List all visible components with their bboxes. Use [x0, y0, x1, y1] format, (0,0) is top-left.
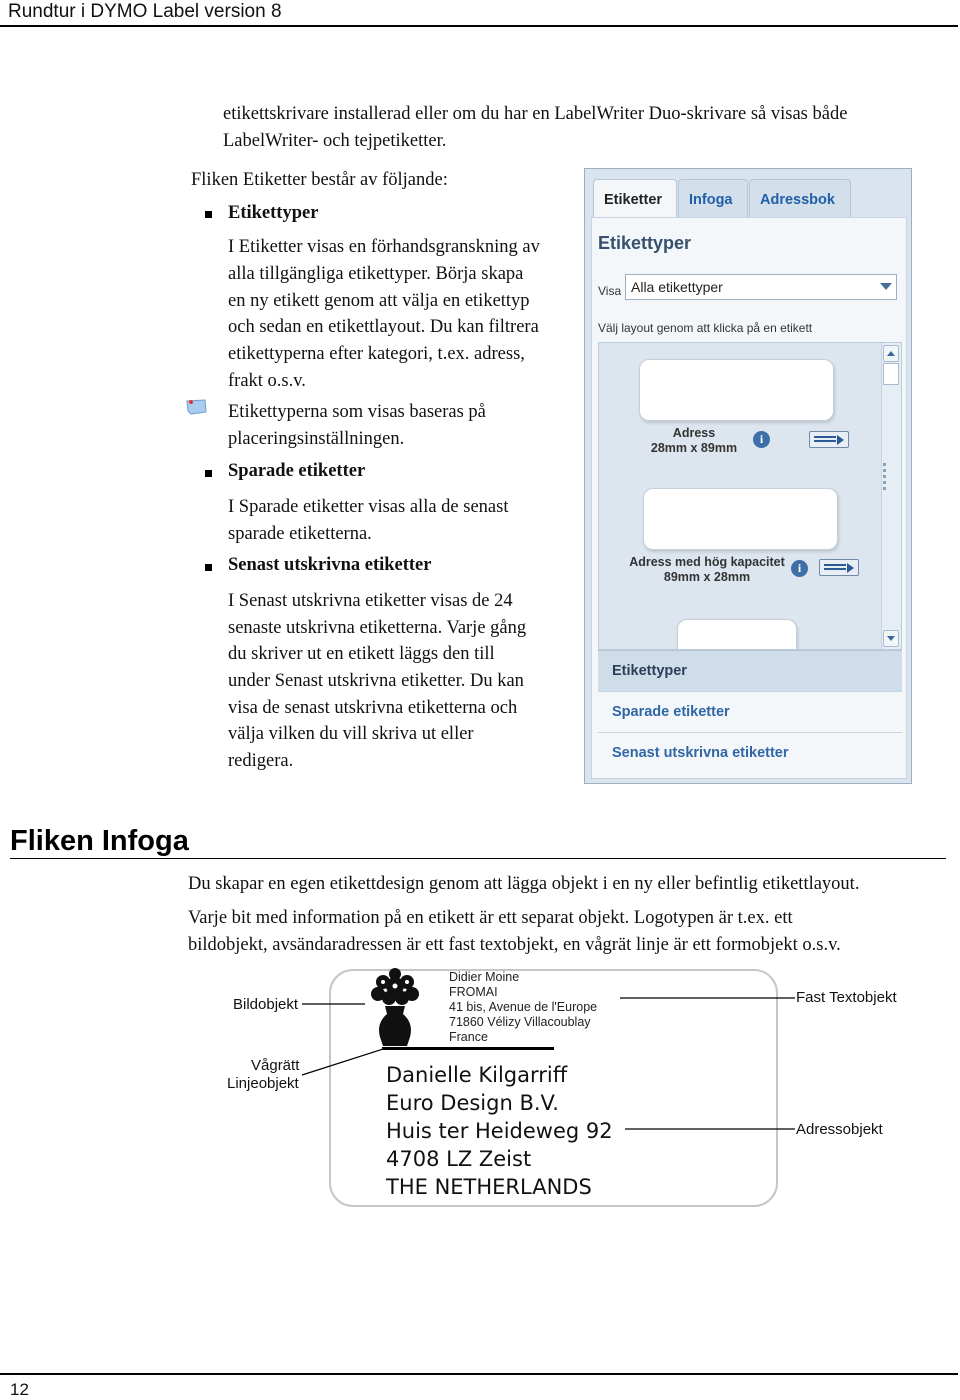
grip-dot: [883, 487, 886, 490]
bullet-text: frakt o.s.v.: [228, 371, 306, 391]
callout-bildobjekt: Bildobjekt: [233, 996, 299, 1013]
label-list[interactable]: [598, 342, 902, 650]
bullet-text: etikettyperna efter kategori, t.ex. adress,: [228, 344, 525, 364]
note-text: placeringsinställningen.: [228, 429, 405, 449]
recipient-address-text: Danielle Kilgarriff Euro Design B.V. Huis ter Heideweg 92 4708 LZ Zeist THE NETHERLANDS: [386, 1063, 613, 1199]
sender-address-text: Didier Moine FROMAI 41 bis, Avenue de l'Europe 71860 Vélizy Villacoublay France: [449, 970, 598, 1044]
bullet-text: under Senast utskrivna etiketter. Du kan: [228, 671, 524, 691]
nav-etikettyper[interactable]: Etikettyper: [598, 650, 902, 691]
tab-adressbok[interactable]: Adressbok: [749, 179, 851, 217]
bullet-text: sparade etiketterna.: [228, 524, 372, 544]
label-preview[interactable]: [677, 619, 797, 650]
bullet-text: redigera.: [228, 751, 294, 771]
page-header-title: Rundtur i DYMO Label version 8: [8, 1, 282, 22]
callout-adressobjekt: Adressobjekt: [796, 1121, 883, 1138]
bullet-text: en ny etikett genom att välja en etikettyp: [228, 291, 530, 311]
bullet-heading-sparade: Sparade etiketter: [228, 461, 366, 481]
callout-linjeobjekt: Linjeobjekt: [227, 1075, 299, 1092]
section-divider: [10, 858, 946, 859]
bullet-text: välja vilken du vill skriva ut eller: [228, 724, 474, 744]
label-name: Adress 28mm x 89mm: [650, 426, 738, 455]
grip-dot: [883, 475, 886, 478]
bullet-marker: [205, 470, 212, 477]
section-title: Fliken Infoga: [10, 825, 189, 857]
scrollbar-thumb[interactable]: [883, 363, 899, 385]
bullet-text: I Etiketter visas en förhandsgranskning av: [228, 237, 540, 257]
callout-vagratt: Vågrätt: [251, 1057, 300, 1074]
bullet-text: och sedan en etikettlayout. Du kan filtrera: [228, 317, 539, 337]
select-value: Alla etikettyper: [631, 279, 723, 295]
footer-divider: [0, 1373, 958, 1375]
labels-panel-screenshot: [584, 168, 912, 784]
tab-intro: Fliken Etiketter består av följande:: [191, 170, 448, 190]
intro-line-1: etikettskrivare installerad eller om du har en LabelWriter Duo-skrivare så visas både: [223, 104, 848, 124]
bullet-text: du skriver ut en etikett läggs den till: [228, 644, 495, 664]
nav-senast-utskrivna[interactable]: Senast utskrivna etiketter: [598, 732, 902, 773]
bullet-text: visa de senast utskrivna etiketterna och: [228, 698, 518, 718]
grip-dot: [883, 481, 886, 484]
label-list-scrollbar[interactable]: [881, 343, 901, 649]
section-paragraph-2b: bildobjekt, avsändaradressen är ett fast textobjekt, en vågrät linje är ett formobjekt o.s.v.: [188, 935, 841, 955]
bullet-marker: [205, 564, 212, 571]
chevron-down-icon: [880, 283, 892, 290]
grip-dot: [883, 463, 886, 466]
nav-sparade-etiketter[interactable]: Sparade etiketter: [598, 691, 902, 732]
open-label-arrow-icon[interactable]: [809, 431, 849, 448]
intro-line-2: LabelWriter- och tejpetiketter.: [223, 131, 447, 151]
bullet-heading-senast: Senast utskrivna etiketter: [228, 555, 432, 575]
panel-title: Etikettyper: [598, 233, 692, 253]
note-text: Etikettyperna som visas baseras på: [228, 402, 486, 422]
bullet-text: I Sparade etiketter visas alla de senast: [228, 497, 509, 517]
info-icon[interactable]: i: [753, 431, 770, 448]
open-label-arrow-icon[interactable]: [819, 559, 859, 576]
label-preview-adress-hog-kapacitet[interactable]: [643, 488, 838, 550]
bullet-text: senaste utskrivna etiketterna. Varje gång: [228, 618, 527, 638]
label-name: Adress med hög kapacitet 89mm x 28mm: [629, 555, 785, 584]
label-type-filter-select[interactable]: [625, 274, 897, 300]
visa-label: Visa: [598, 284, 622, 298]
tab-infoga[interactable]: Infoga: [678, 179, 748, 217]
section-paragraph-1: Du skapar en egen etikettdesign genom att lägga objekt i en ny eller befintlig etikettlayout.: [188, 874, 860, 894]
callout-fast-textobjekt: Fast Textobjekt: [796, 989, 897, 1006]
bullet-text: I Senast utskrivna etiketter visas de 24: [228, 591, 513, 611]
info-icon[interactable]: i: [791, 560, 808, 577]
scroll-up-icon[interactable]: [883, 345, 899, 362]
grip-dot: [883, 469, 886, 472]
scroll-down-icon[interactable]: [883, 630, 899, 647]
bullet-text: alla tillgängliga etikettyper. Börja skapa: [228, 264, 524, 284]
panel-body: [591, 217, 907, 779]
section-paragraph-2a: Varje bit med information på en etikett är ett separat objekt. Logotypen är t.ex. ett: [188, 908, 793, 928]
page-number: 12: [10, 1380, 29, 1399]
label-preview-adress[interactable]: [639, 359, 834, 421]
tab-etiketter[interactable]: Etiketter: [593, 179, 677, 217]
layout-hint: Välj layout genom att klicka på en etikett: [598, 321, 813, 335]
note-icon: [185, 399, 207, 415]
bullet-marker: [205, 211, 212, 218]
bullet-heading-etikettyper: Etikettyper: [228, 203, 319, 223]
header-divider: [0, 25, 958, 27]
